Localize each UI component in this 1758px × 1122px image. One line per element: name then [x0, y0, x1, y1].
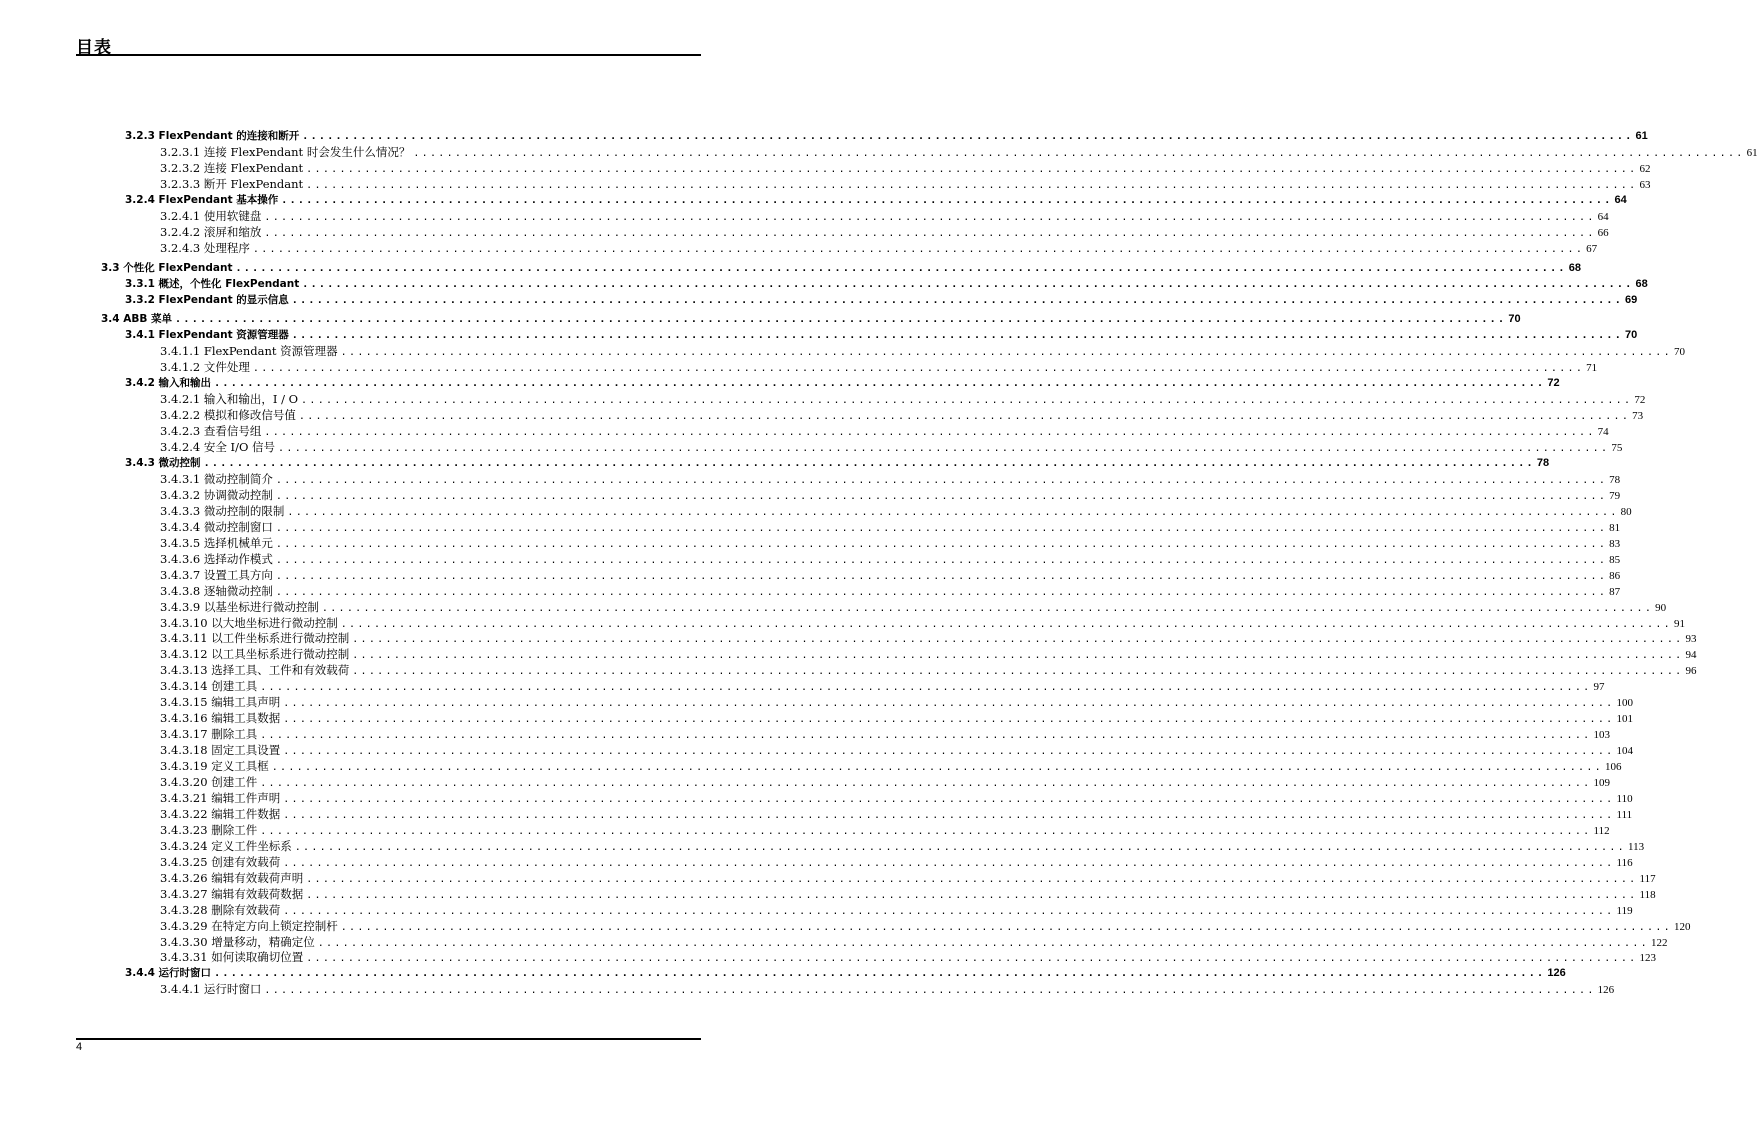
toc-entry[interactable] — [160, 408, 1644, 423]
toc-entry-page: 69 — [1625, 293, 1638, 306]
toc-entry-title: 3.2.3 FlexPendant 的连接和断开 — [125, 130, 300, 142]
toc-entry-page: 93 — [1685, 633, 1697, 646]
toc-entry-page: 116 — [1616, 856, 1633, 869]
toc-entry-title: 3.4.4 运行时窗口 — [125, 967, 212, 980]
toc-entry-title: 3.2.3.3 断开 FlexPendant — [160, 176, 304, 191]
toc-entry-title: 3.4.2.1 输入和输出，I / O — [160, 392, 299, 407]
toc-entry[interactable] — [160, 424, 1609, 439]
toc-entry-title: 3.4.3.12 以工具坐标系进行微动控制 — [160, 647, 350, 662]
toc-entry-title: 3.4.1.1 FlexPendant 资源管理器 — [160, 344, 338, 359]
toc-entry-page: 111 — [1616, 808, 1633, 821]
dot-leader: ................................................................................................................................................................ — [283, 746, 1615, 758]
toc-entry-title: 3.2.3.2 连接 FlexPendant — [160, 160, 304, 175]
toc-entry-page: 101 — [1616, 713, 1633, 726]
toc-entry-page: 123 — [1639, 952, 1656, 965]
toc-entry-title: 3.4.3.2 协调微动控制 — [160, 487, 273, 502]
page-number: 4 — [76, 1041, 83, 1053]
toc-entry-page: 81 — [1609, 521, 1621, 534]
toc-entry-page: 87 — [1609, 585, 1621, 598]
dot-leader: ................................................................................................................................................................ — [214, 968, 1546, 980]
toc-entry-page: 106 — [1605, 761, 1622, 774]
toc-entry-page: 122 — [1651, 936, 1668, 949]
toc-entry-page: 90 — [1655, 601, 1667, 614]
dot-leader: ................................................................................................................................................................ — [306, 163, 1638, 175]
toc-entry-title: 3.3 个性化 FlexPendant — [101, 261, 233, 274]
toc-entry-title: 3.4.3.6 选择动作模式 — [160, 551, 273, 566]
toc-entry[interactable] — [160, 854, 1633, 870]
toc-entry-title: 3.4.1.2 文件处理 — [160, 360, 250, 375]
toc-entry-title: 3.4.2 输入和输出 — [125, 377, 212, 390]
toc-entry-title: 3.4.3.22 编辑工件数据 — [160, 806, 281, 821]
dot-leader: ................................................................................................................................................................ — [352, 650, 1684, 662]
toc-entry-title: 3.4.3.10 以大地坐标进行微动控制 — [160, 615, 338, 630]
dot-leader: ................................................................................................................................................................ — [252, 243, 1585, 255]
dot-leader: ................................................................................................................................................................ — [275, 538, 1608, 550]
toc-entry-page: 61 — [1746, 146, 1758, 159]
toc-entry-title: 3.4.3.8 逐轴微动控制 — [160, 583, 273, 598]
dot-leader: ................................................................................................................................................................ — [264, 427, 1596, 439]
toc-entry-page: 70 — [1673, 346, 1685, 359]
dot-leader: ................................................................................................................................................................ — [352, 666, 1684, 678]
dot-leader: ................................................................................................................................................................ — [275, 554, 1608, 566]
toc-entry[interactable] — [160, 727, 1610, 742]
toc-entry-title: 3.4 ABB 菜单 — [101, 313, 173, 326]
toc-entry-title: 3.4.4.1 运行时窗口 — [160, 982, 262, 997]
toc-entry-title: 3.4.3.5 选择机械单元 — [160, 535, 273, 550]
toc-entry-page: 80 — [1620, 505, 1632, 518]
toc-entry-title: 3.4.3.25 创建有效载荷 — [160, 854, 281, 869]
toc-entry-page: 117 — [1639, 872, 1656, 885]
toc-entry-title: 3.4.3.11 以工件坐标系进行微动控制 — [160, 631, 350, 646]
dot-leader: ................................................................................................................................................................ — [275, 490, 1608, 502]
dot-leader: ................................................................................................................................................................ — [340, 921, 1672, 933]
toc-entry-page: 68 — [1635, 277, 1648, 290]
toc-entry[interactable] — [160, 440, 1623, 455]
toc-entry-title: 3.4.3.3 微动控制的限制 — [160, 503, 285, 518]
toc-entry[interactable] — [101, 261, 1581, 276]
dot-leader: ................................................................................................................................................................ — [260, 682, 1592, 694]
toc-entry-page: 112 — [1593, 824, 1610, 837]
toc-entry-title: 3.4.3.15 编辑工具声明 — [160, 695, 281, 710]
toc-entry-page: 63 — [1639, 178, 1651, 191]
toc-entry-page: 119 — [1616, 904, 1633, 917]
toc-entry[interactable] — [160, 886, 1656, 902]
toc-entry[interactable] — [160, 144, 1758, 160]
toc-entry[interactable] — [160, 775, 1610, 790]
toc-entry[interactable] — [125, 129, 1648, 144]
toc-entry[interactable] — [160, 902, 1633, 918]
dot-leader: ................................................................................................................................................................ — [283, 793, 1615, 805]
dot-leader: ................................................................................................................................................................ — [275, 570, 1608, 582]
toc-entry[interactable] — [160, 695, 1633, 710]
toc-entry[interactable] — [160, 599, 1667, 615]
toc-entry-page: 94 — [1685, 649, 1697, 662]
toc-entry-page: 126 — [1547, 967, 1566, 980]
toc-entry-title: 3.4.3.31 如何读取确切位置 — [160, 950, 304, 965]
toc-entry[interactable] — [160, 615, 1685, 631]
toc-entry-title: 3.4.3.14 创建工具 — [160, 679, 258, 694]
toc-entry-title: 3.4.3.29 在特定方向上锁定控制杆 — [160, 918, 338, 933]
toc-entry[interactable] — [160, 822, 1610, 838]
toc-entry-title: 3.4.2.4 安全 I/O 信号 — [160, 440, 276, 455]
toc-entry-title: 3.3.2 FlexPendant 的显示信息 — [125, 293, 289, 306]
toc-entry-title: 3.4.3.7 设置工具方向 — [160, 567, 273, 582]
dot-leader: ................................................................................................................................................................ — [275, 474, 1608, 486]
dot-leader: ................................................................................................................................................................ — [291, 294, 1624, 306]
toc-entry[interactable] — [160, 535, 1621, 551]
toc-entry-title: 3.3.1 概述，个性化 FlexPendant — [125, 277, 300, 290]
dot-leader: ................................................................................................................................................................ — [306, 953, 1638, 965]
dot-leader: ................................................................................................................................................................ — [271, 762, 1603, 774]
dot-leader: ................................................................................................................................................................ — [283, 809, 1615, 821]
toc-entry-title: 3.2.4.3 处理程序 — [160, 240, 250, 255]
toc-entry[interactable] — [160, 176, 1651, 192]
dot-leader: ................................................................................................................................................................ — [352, 634, 1684, 646]
toc-entry-page: 66 — [1597, 226, 1609, 239]
toc-entry-page: 70 — [1508, 313, 1521, 326]
toc-entry[interactable] — [160, 743, 1633, 758]
toc-entry-page: 72 — [1634, 394, 1646, 407]
toc-entry-title: 3.4.3.17 删除工具 — [160, 727, 258, 742]
toc-entry-title: 3.2.4.2 滚屏和缩放 — [160, 224, 262, 239]
toc-entry-title: 3.4.3.23 删除工件 — [160, 822, 258, 837]
toc-entry[interactable] — [160, 759, 1622, 774]
toc-entry[interactable] — [160, 471, 1621, 487]
toc-entry-title: 3.4.3.21 编辑工件声明 — [160, 790, 281, 805]
toc-entry[interactable] — [160, 711, 1633, 726]
toc-entry[interactable] — [160, 503, 1632, 519]
dot-leader: ................................................................................................................................................................ — [340, 347, 1672, 359]
toc-entry-page: 103 — [1593, 729, 1610, 742]
toc-entry[interactable] — [125, 277, 1648, 292]
toc-entry[interactable] — [160, 663, 1697, 678]
toc-entry[interactable] — [125, 328, 1638, 343]
toc-entry-page: 83 — [1609, 537, 1621, 550]
toc-entry[interactable] — [160, 392, 1646, 407]
dot-leader: ................................................................................................................................................................ — [306, 179, 1638, 191]
toc-entry[interactable] — [160, 982, 1615, 997]
toc-entry-page: 104 — [1616, 745, 1633, 758]
toc-entry-page: 68 — [1568, 261, 1581, 274]
dot-leader: ................................................................................................................................................................ — [413, 147, 1745, 159]
dot-leader: ................................................................................................................................................................ — [302, 131, 1634, 142]
toc-entry-page: 110 — [1616, 792, 1633, 805]
toc-entry-page: 113 — [1628, 840, 1645, 853]
dot-leader: ................................................................................................................................................................ — [264, 227, 1596, 239]
toc-entry-page: 71 — [1586, 362, 1598, 375]
dot-leader: ................................................................................................................................................................ — [264, 985, 1596, 997]
toc-entry-page: 85 — [1609, 553, 1621, 566]
toc-entry[interactable] — [160, 631, 1697, 646]
toc-entry-page: 78 — [1609, 473, 1621, 486]
dot-leader: ................................................................................................................................................................ — [235, 262, 1567, 274]
toc-entry[interactable] — [160, 160, 1651, 176]
toc-entry[interactable] — [160, 838, 1645, 854]
toc-entry[interactable] — [160, 790, 1633, 806]
toc-entry[interactable] — [125, 456, 1550, 471]
toc-entry-page: 86 — [1609, 569, 1621, 582]
dot-leader: ................................................................................................................................................................ — [321, 602, 1654, 614]
toc-entry-title: 3.2.4.1 使用软键盘 — [160, 208, 262, 223]
toc-entry-page: 72 — [1547, 377, 1560, 390]
dot-leader: ................................................................................................................................................................ — [306, 889, 1638, 901]
toc-entry-page: 100 — [1616, 697, 1633, 710]
dot-leader: ................................................................................................................................................................ — [275, 586, 1608, 598]
dot-leader: ................................................................................................................................................................ — [281, 194, 1613, 206]
dot-leader: ................................................................................................................................................................ — [175, 314, 1507, 326]
toc-entry-title: 3.4.3.1 微动控制简介 — [160, 471, 273, 486]
toc-entry-title: 3.4.3.13 选择工具、工件和有效载荷 — [160, 663, 350, 678]
dot-leader: ................................................................................................................................................................ — [302, 278, 1634, 290]
toc-entry-page: 73 — [1632, 410, 1644, 423]
toc-entry-page: 109 — [1593, 777, 1610, 789]
dot-leader: ................................................................................................................................................................ — [260, 730, 1592, 742]
toc-entry-title: 3.4.3.27 编辑有效载荷数据 — [160, 886, 304, 901]
toc-entry-page: 64 — [1597, 210, 1609, 223]
toc-entry-title: 3.4.2.2 模拟和修改信号值 — [160, 408, 296, 423]
toc-entry[interactable] — [160, 208, 1609, 224]
toc-entry-page: 67 — [1586, 242, 1598, 255]
toc-entry-title: 3.4.1 FlexPendant 资源管理器 — [125, 329, 289, 342]
dot-leader: ................................................................................................................................................................ — [294, 841, 1626, 853]
toc-entry-page: 96 — [1685, 665, 1697, 678]
toc-entry-title: 3.4.3.19 定义工具框 — [160, 759, 269, 774]
dot-leader: ................................................................................................................................................................ — [203, 458, 1535, 469]
toc-entry[interactable] — [125, 193, 1627, 208]
toc-entry-page: 70 — [1625, 329, 1638, 342]
toc-entry[interactable] — [160, 519, 1621, 535]
toc-entry-title: 3.4.3.28 删除有效载荷 — [160, 902, 281, 917]
toc-entry-page: 97 — [1593, 681, 1605, 694]
dot-leader: ................................................................................................................................................................ — [275, 522, 1608, 534]
dot-leader: ................................................................................................................................................................ — [301, 395, 1633, 407]
toc-entry-page: 62 — [1639, 162, 1651, 175]
toc-entry-title: 3.2.4 FlexPendant 基本操作 — [125, 193, 279, 206]
toc-entry-title: 3.4.3 微动控制 — [125, 457, 201, 469]
toc-entry[interactable] — [160, 950, 1656, 965]
toc-entry-title: 3.4.3.16 编辑工具数据 — [160, 711, 281, 726]
dot-leader: ................................................................................................................................................................ — [287, 506, 1619, 518]
toc-entry[interactable] — [160, 806, 1633, 822]
toc-entry[interactable] — [160, 870, 1656, 886]
toc-entry-title: 3.4.3.26 编辑有效载荷声明 — [160, 870, 304, 885]
dot-leader: ................................................................................................................................................................ — [317, 937, 1649, 949]
toc-entry-page: 120 — [1674, 920, 1691, 933]
toc-entry-title: 3.4.2.3 查看信号组 — [160, 424, 262, 439]
dot-leader: ................................................................................................................................................................ — [252, 363, 1585, 375]
toc-entry[interactable] — [160, 551, 1621, 567]
toc-entry[interactable] — [160, 918, 1691, 934]
toc-entry[interactable] — [125, 293, 1638, 308]
dot-leader: ................................................................................................................................................................ — [306, 873, 1638, 885]
toc-entry[interactable] — [160, 934, 1668, 950]
dot-leader: ................................................................................................................................................................ — [260, 825, 1592, 837]
toc-entry[interactable] — [160, 583, 1621, 599]
toc-entry-page: 75 — [1611, 442, 1623, 455]
toc-entry[interactable] — [125, 376, 1560, 391]
toc-entry[interactable] — [160, 567, 1621, 583]
dot-leader: ................................................................................................................................................................ — [260, 778, 1592, 789]
toc-entry[interactable] — [160, 487, 1621, 503]
page-header-title: 目表 — [76, 38, 112, 58]
dot-leader: ................................................................................................................................................................ — [283, 714, 1615, 726]
dot-leader: ................................................................................................................................................................ — [283, 857, 1615, 869]
toc-entry[interactable] — [160, 679, 1605, 694]
toc-entry-title: 3.2.3.1 连接 FlexPendant 时会发生什么情况？ — [160, 144, 411, 159]
toc-entry-page: 79 — [1609, 489, 1621, 502]
toc-entry[interactable] — [160, 224, 1609, 240]
toc-entry[interactable] — [160, 240, 1598, 256]
toc-entry[interactable] — [160, 647, 1697, 662]
toc-entry-page: 74 — [1597, 426, 1609, 439]
dot-leader: ................................................................................................................................................................ — [283, 698, 1615, 710]
dot-leader: ................................................................................................................................................................ — [283, 905, 1615, 917]
toc-entry-page: 126 — [1597, 984, 1615, 997]
toc-entry-page: 78 — [1536, 457, 1550, 469]
toc-entry-title: 3.4.3.24 定义工件坐标系 — [160, 838, 292, 853]
dot-leader: ................................................................................................................................................................ — [291, 330, 1624, 342]
dot-leader: ................................................................................................................................................................ — [264, 211, 1596, 223]
dot-leader: ................................................................................................................................................................ — [298, 411, 1631, 423]
toc-entry-title: 3.4.3.4 微动控制窗口 — [160, 519, 273, 534]
toc-entry-page: 91 — [1674, 617, 1685, 630]
dot-leader: ................................................................................................................................................................ — [278, 443, 1610, 455]
toc-entry-title: 3.4.3.30 增量移动，精确定位 — [160, 934, 315, 949]
toc-entry-title: 3.4.3.9 以基坐标进行微动控制 — [160, 599, 319, 614]
toc-entry[interactable] — [160, 344, 1685, 359]
toc-entry-title: 3.4.3.20 创建工件 — [160, 775, 258, 789]
toc-entry-title: 3.4.3.18 固定工具设置 — [160, 743, 281, 758]
toc-entry-page: 64 — [1614, 193, 1627, 206]
toc-entry[interactable] — [101, 312, 1521, 327]
toc-entry-page: 118 — [1639, 888, 1656, 901]
toc-entry[interactable] — [125, 966, 1566, 981]
footer-rule — [76, 1038, 701, 1040]
dot-leader: ................................................................................................................................................................ — [214, 378, 1546, 390]
toc-entry-page: 61 — [1635, 130, 1648, 142]
toc-entry[interactable] — [160, 360, 1598, 375]
dot-leader: ................................................................................................................................................................ — [340, 618, 1672, 630]
